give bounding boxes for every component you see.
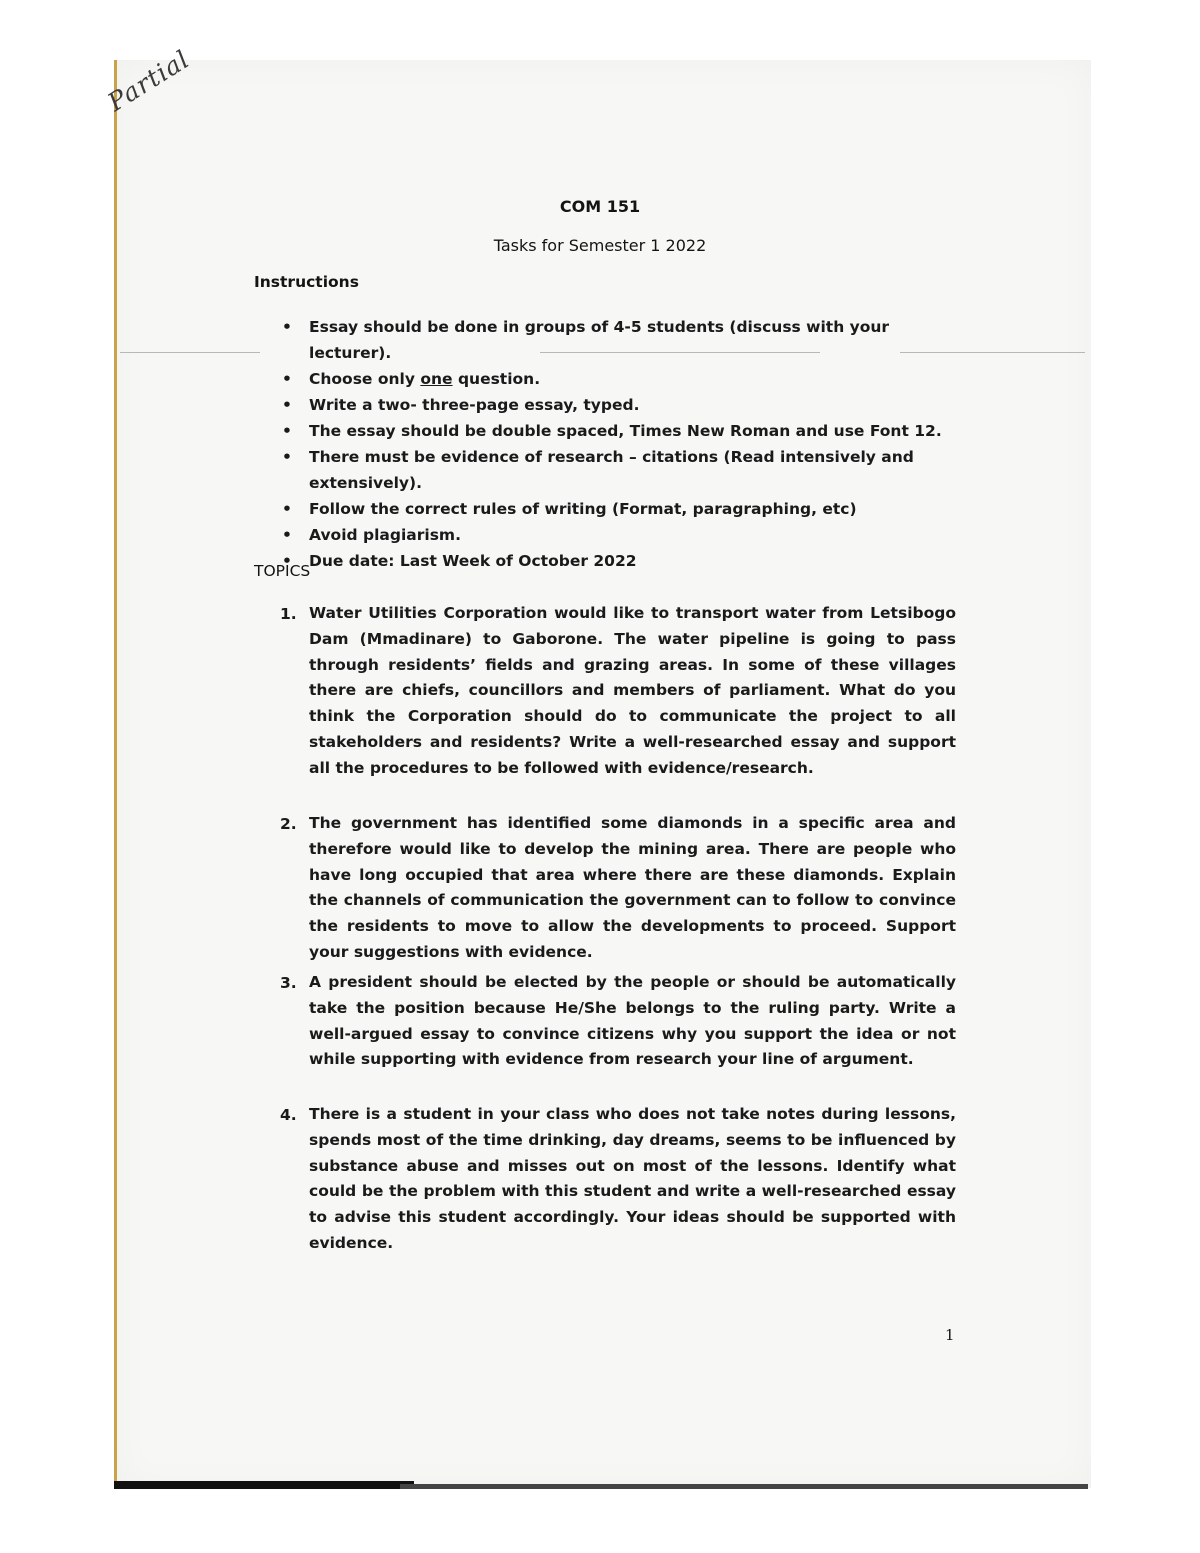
scan-artifact-line — [120, 352, 260, 353]
topic-item — [280, 970, 956, 1073]
scan-edge-shadow-secondary — [400, 1484, 1088, 1489]
instruction-item — [280, 366, 960, 392]
instruction-item: • The essay should be double spaced, Times New Roman and use Font 12. — [280, 418, 960, 444]
instruction-item: • There must be evidence of research – citations (Read intensively and extensively). — [280, 444, 960, 496]
topic-text: Water Utilities Corporation would like to transport water from Letsibogo Dam (Mmadinare) to Gaborone. The water pipeline is going to pass through residents’ fields and grazing areas. In some of these villages there are chiefs, councillors and members of parliament. What do you think the Corporation should do to communicate the project to all stakeholders and residents? Write a well-researched essay and support all the procedures to be followed with evidence/research. — [309, 604, 956, 777]
instruction-text: question. — [452, 370, 541, 388]
page-number: 1 — [945, 1326, 955, 1344]
topic-text: The government has identified some diamonds in a specific area and therefore would like to develop the mining area. There are people who have long occupied that area where there are these diamonds. Explain the channels of communication the government can to follow to convince the residents to move to allow the developments to proceed. Support your suggestions with evidence. — [309, 814, 956, 961]
document-title: Tasks for Semester 1 2022 — [493, 236, 707, 255]
topic-text: A president should be elected by the people or should be automatically take the position because He/She belongs to the ruling party. Write a well-argued essay to convince citizens why you support the idea or not while supporting with evidence from research your line of argument. — [309, 973, 956, 1069]
topic-item — [280, 811, 956, 966]
instructions-list — [280, 314, 960, 574]
instruction-underlined-text: one — [420, 370, 453, 388]
instruction-item: • Follow the correct rules of writing (Format, paragraphing, etc) — [280, 496, 960, 522]
topic-text: There is a student in your class who does not take notes during lessons, spends most of the time drinking, day dreams, seems to be influenced by substance abuse and misses out on most of the lessons. Identify what could be the problem with this student and write a well-researched essay to advise this student accordingly. Your ideas should be supported with evidence. — [309, 1105, 956, 1252]
topic-number: 3. — [280, 974, 297, 992]
topic-item — [280, 1102, 956, 1257]
topic-number: 4. — [280, 1106, 297, 1124]
topic-number: 2. — [280, 815, 297, 833]
topic-number: 1. — [280, 605, 297, 623]
handwritten-annotation: Partial — [102, 44, 195, 117]
course-code: COM 151 — [559, 197, 641, 216]
topic-item — [280, 601, 956, 782]
instructions-heading: Instructions — [254, 273, 359, 291]
topics-heading: TOPICS — [254, 562, 311, 580]
instruction-item: • Avoid plagiarism. — [280, 522, 960, 548]
instruction-item: • Write a two- three-page essay, typed. — [280, 392, 960, 418]
instruction-text: Choose only — [309, 370, 421, 388]
scan-edge-shadow — [114, 1481, 414, 1489]
instruction-item: • Essay should be done in groups of 4-5 students (discuss with your lecturer). — [280, 314, 960, 366]
instruction-item: • Due date: Last Week of October 2022 — [280, 548, 960, 574]
